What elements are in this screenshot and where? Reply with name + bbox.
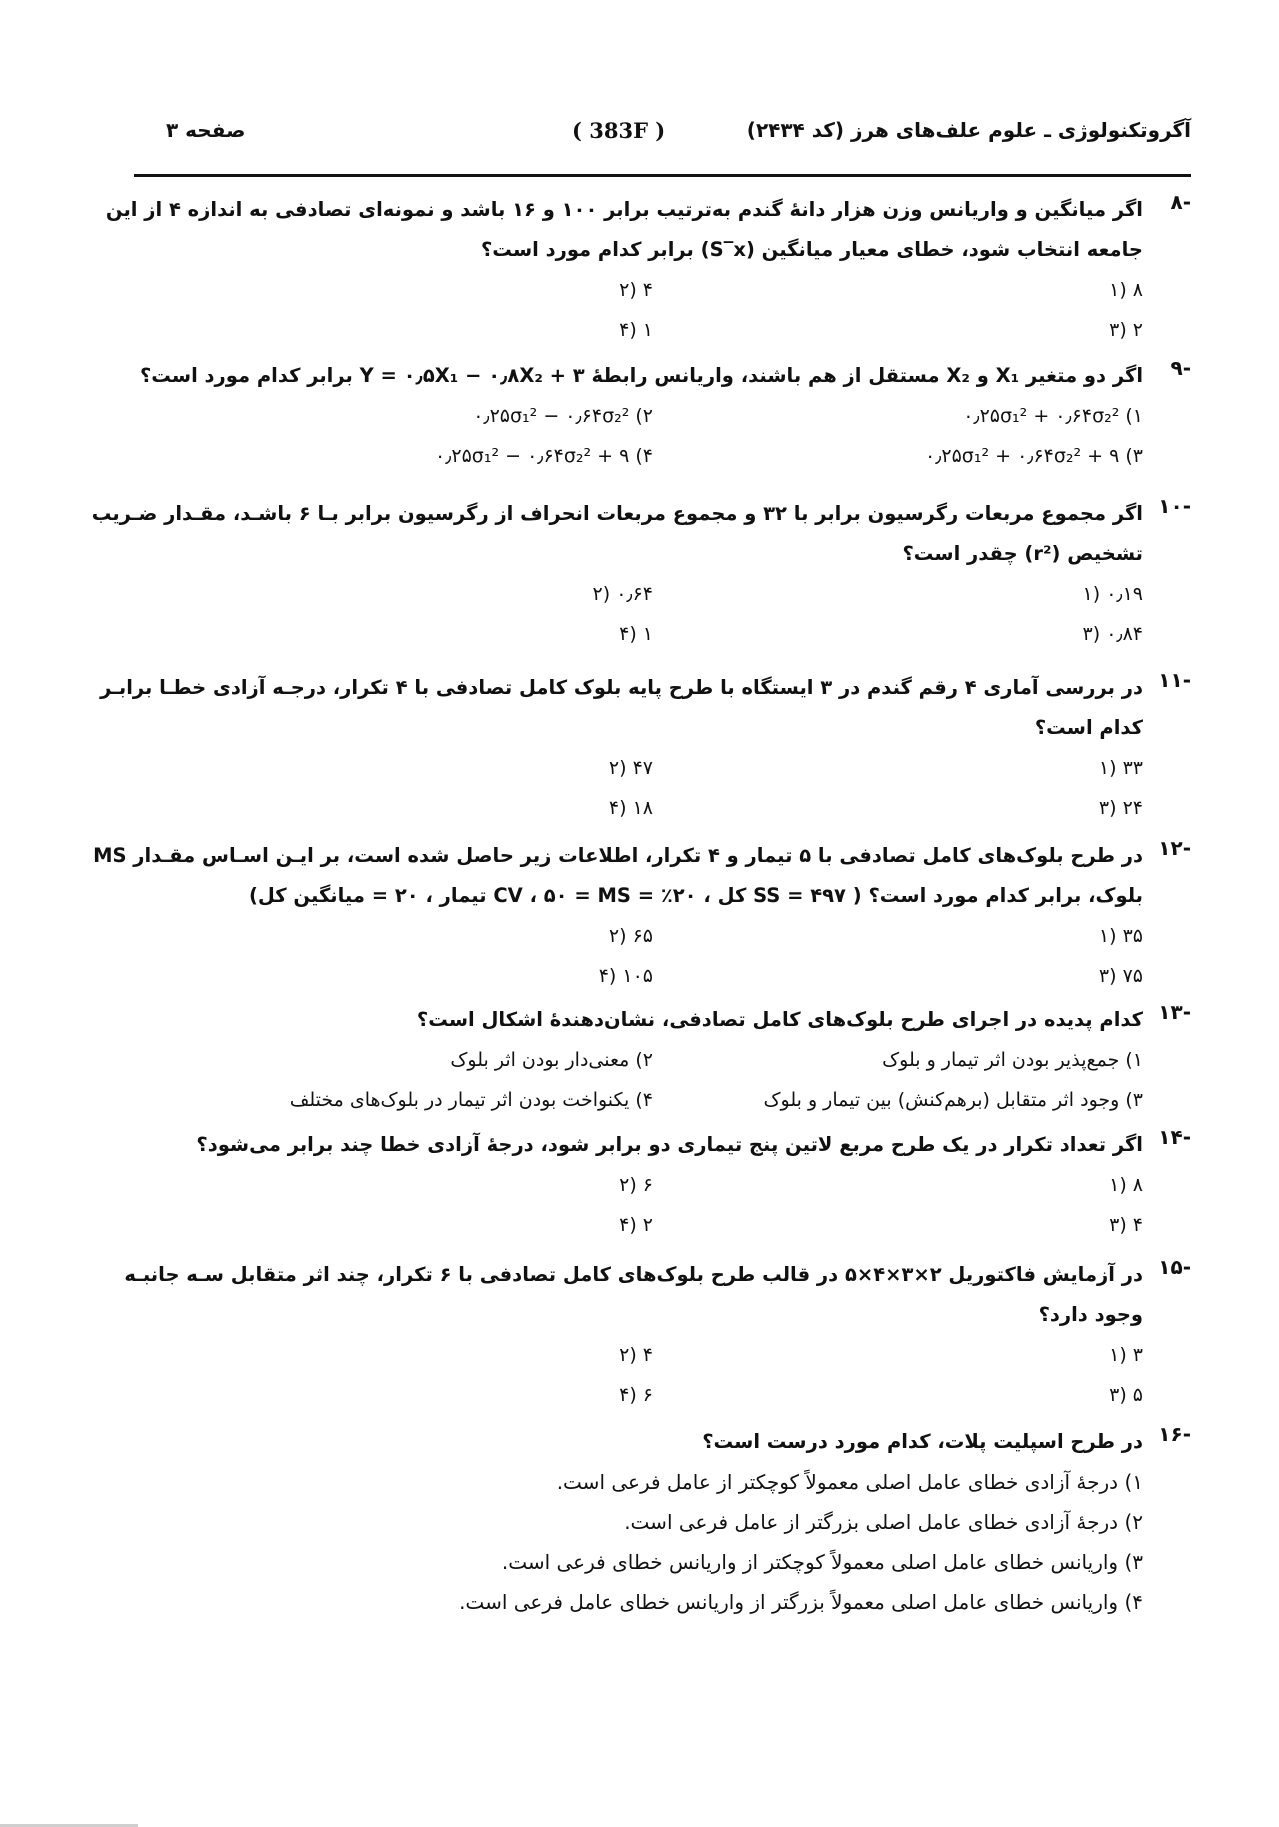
- option-3[interactable]: ۵ (۳: [1109, 1384, 1143, 1406]
- option-4[interactable]: ۱ (۴: [619, 319, 653, 341]
- question-13: [131, 1000, 1191, 1120]
- question-text: [124, 1255, 1143, 1335]
- option-list: [131, 1335, 1143, 1415]
- question-line: در طرح اسپلیت پلات، کدام مورد درست است؟: [702, 1430, 1143, 1453]
- option-2[interactable]: ۶ (۲: [619, 1174, 653, 1196]
- option-list: [131, 1165, 1143, 1245]
- question-number: -۹: [1170, 356, 1191, 380]
- question-line: جامعه انتخاب شود، خطای معیار میانگین (S‾x) برابر کدام مورد است؟: [480, 238, 1143, 261]
- question-line: کدام پدیده در اجرای طرح بلوک‌های کامل تصادفی، نشان‌دهندهٔ اشکال است؟: [416, 1008, 1143, 1031]
- question-number: -۱۶: [1158, 1422, 1191, 1446]
- question-line: در آزمایش فاکتوریل ۲×۳×۴×۵ در قالب طرح بلوک‌های کامل تصادفی با ۶ تکرار، چند اثر متقابل سـه جانبـه: [124, 1263, 1143, 1286]
- question-line: وجود دارد؟: [1038, 1303, 1143, 1326]
- question-15: [124, 1255, 1191, 1415]
- option-list: [131, 916, 1143, 996]
- question-11: [100, 668, 1191, 828]
- option-1[interactable]: ۳۵ (۱: [1098, 925, 1143, 947]
- option-1[interactable]: ۳ (۱: [1109, 1344, 1143, 1366]
- option-1[interactable]: ۸ (۱: [1109, 279, 1143, 301]
- question-text: [105, 190, 1143, 270]
- option-4[interactable]: ۶ (۴: [619, 1384, 653, 1406]
- option-1[interactable]: ۸ (۱: [1109, 1174, 1143, 1196]
- option-3[interactable]: ۷۵ (۳: [1098, 965, 1143, 987]
- page-header-title: آگروتکنولوژی ـ علوم علف‌های هرز (کد ۲۴۳۴): [746, 118, 1191, 142]
- option-1[interactable]: ۰٫۲۵σ₁² + ۰٫۶۴σ₂² (۱: [963, 405, 1143, 427]
- option-3[interactable]: ۰٫۸۴ (۳: [1082, 623, 1143, 645]
- option-1[interactable]: ۱) درجهٔ آزادی خطای عامل اصلی معمولاً کوچکتر از عامل فرعی است.: [556, 1470, 1143, 1494]
- question-number: -۱۱: [1158, 668, 1191, 692]
- question-line: اگر میانگین و واریانس وزن هزار دانهٔ گندم به‌ترتیب برابر ۱۰۰ و ۱۶ باشد و نمونه‌ای تصادفی به اندازه ۴ از این: [105, 198, 1143, 221]
- option-4[interactable]: ۰٫۲۵σ₁² − ۰٫۶۴σ₂² + ۹ (۴: [435, 445, 653, 467]
- question-9: [131, 356, 1191, 476]
- question-number: -۸: [1170, 190, 1191, 214]
- option-4[interactable]: ۴) واریانس خطای عامل اصلی معمولاً بزرگتر از واریانس خطای عامل فرعی است.: [459, 1590, 1143, 1614]
- option-1[interactable]: ۰٫۱۹ (۱: [1082, 583, 1143, 605]
- question-number: -۱۴: [1158, 1125, 1191, 1149]
- option-list: [131, 1462, 1143, 1622]
- option-2[interactable]: ۴ (۲: [619, 279, 653, 301]
- question-line: اگر تعداد تکرار در یک طرح مربع لاتین پنج تیماری دو برابر شود، درجهٔ آزادی خطا چند برابر می‌شود؟: [196, 1133, 1143, 1156]
- option-2[interactable]: ۰٫۲۵σ₁² − ۰٫۶۴σ₂² (۲: [473, 405, 653, 427]
- question-number: -۱۳: [1158, 1000, 1191, 1024]
- question-8: [105, 190, 1191, 350]
- question-line: در طرح بلوک‌های کامل تصادفی با ۵ تیمار و ۴ تکرار، اطلاعات زیر حاصل شده است، بر ایـن اسـاس مقـدار MS: [93, 844, 1143, 867]
- question-line: بلوک، برابر کدام مورد است؟ ( SS = ۴۹۷ کل ، ۲۰٪ = CV ، ۵۰ = MS تیمار ، ۲۰ = میانگین کل): [248, 884, 1143, 907]
- question-12: [93, 836, 1191, 996]
- question-line: اگر مجموع مربعات رگرسیون برابر با ۳۲ و مجموع مربعات انحراف از رگرسیون برابر بـا ۶ باشـد، مقـدار ضـریب: [91, 502, 1143, 525]
- page-number: صفحه ۳: [166, 118, 246, 142]
- option-4[interactable]: ۱۰۵ (۴: [598, 965, 653, 987]
- option-2[interactable]: ۲) معنی‌دار بودن اثر بلوک: [450, 1049, 653, 1071]
- question-number: -۱۵: [1158, 1255, 1191, 1279]
- option-1[interactable]: ۳۳ (۱: [1098, 757, 1143, 779]
- question-text: [131, 1125, 1143, 1165]
- option-4[interactable]: ۲ (۴: [619, 1214, 653, 1236]
- option-2[interactable]: ۲) درجهٔ آزادی خطای عامل اصلی بزرگتر از عامل فرعی است.: [624, 1510, 1143, 1534]
- question-line: تشخیص (r²) چقدر است؟: [902, 542, 1143, 565]
- question-number: -۱۰: [1158, 494, 1191, 518]
- question-number: -۱۲: [1158, 836, 1191, 860]
- question-text: [100, 668, 1143, 748]
- header-divider: [134, 174, 1191, 177]
- option-3[interactable]: ۴ (۳: [1109, 1214, 1143, 1236]
- question-line: در بررسی آماری ۴ رقم گندم در ۳ ایستگاه با طرح پایه بلوک کامل تصادفی با ۴ تکرار، درجـه آزادی خطـا برابـر: [100, 676, 1143, 699]
- option-2[interactable]: ۶۵ (۲: [608, 925, 653, 947]
- option-4[interactable]: ۱ (۴: [619, 623, 653, 645]
- question-14: [131, 1125, 1191, 1245]
- question-text: [131, 1000, 1143, 1040]
- option-3[interactable]: ۲ (۳: [1109, 319, 1143, 341]
- option-3[interactable]: ۳) وجود اثر متقابل (برهم‌کنش) بین تیمار و بلوک: [763, 1089, 1143, 1111]
- option-3[interactable]: ۰٫۲۵σ₁² + ۰٫۶۴σ₂² + ۹ (۳: [925, 445, 1143, 467]
- option-2[interactable]: ۴ (۲: [619, 1344, 653, 1366]
- option-list: [131, 574, 1143, 654]
- option-list: [131, 1040, 1143, 1120]
- question-text: [131, 1422, 1143, 1462]
- option-3[interactable]: ۳) واریانس خطای عامل اصلی معمولاً کوچکتر از واریانس خطای فرعی است.: [501, 1550, 1143, 1574]
- option-list: [131, 270, 1143, 350]
- option-2[interactable]: ۰٫۶۴ (۲: [592, 583, 653, 605]
- option-1[interactable]: ۱) جمع‌پذیر بودن اثر تیمار و بلوک: [882, 1049, 1143, 1071]
- question-line: کدام است؟: [1034, 716, 1143, 739]
- question-text: [131, 356, 1143, 396]
- option-2[interactable]: ۴۷ (۲: [608, 757, 653, 779]
- page-header-code: ( 383F ): [572, 118, 666, 143]
- option-list: [131, 748, 1143, 828]
- option-list: [131, 396, 1143, 476]
- question-text: [91, 494, 1143, 574]
- option-4[interactable]: ۱۸ (۴: [608, 797, 653, 819]
- question-text: [93, 836, 1143, 916]
- question-16: [131, 1422, 1191, 1622]
- question-line: اگر دو متغیر X₁ و X₂ مستقل از هم باشند، واریانس رابطهٔ Y = ۰٫۵X₁ − ۰٫۸X₂ + ۳ برابر کدام مورد است؟: [139, 364, 1143, 387]
- question-10: [91, 494, 1191, 654]
- option-4[interactable]: ۴) یکنواخت بودن اثر تیمار در بلوک‌های مختلف: [289, 1089, 653, 1111]
- option-3[interactable]: ۲۴ (۳: [1098, 797, 1143, 819]
